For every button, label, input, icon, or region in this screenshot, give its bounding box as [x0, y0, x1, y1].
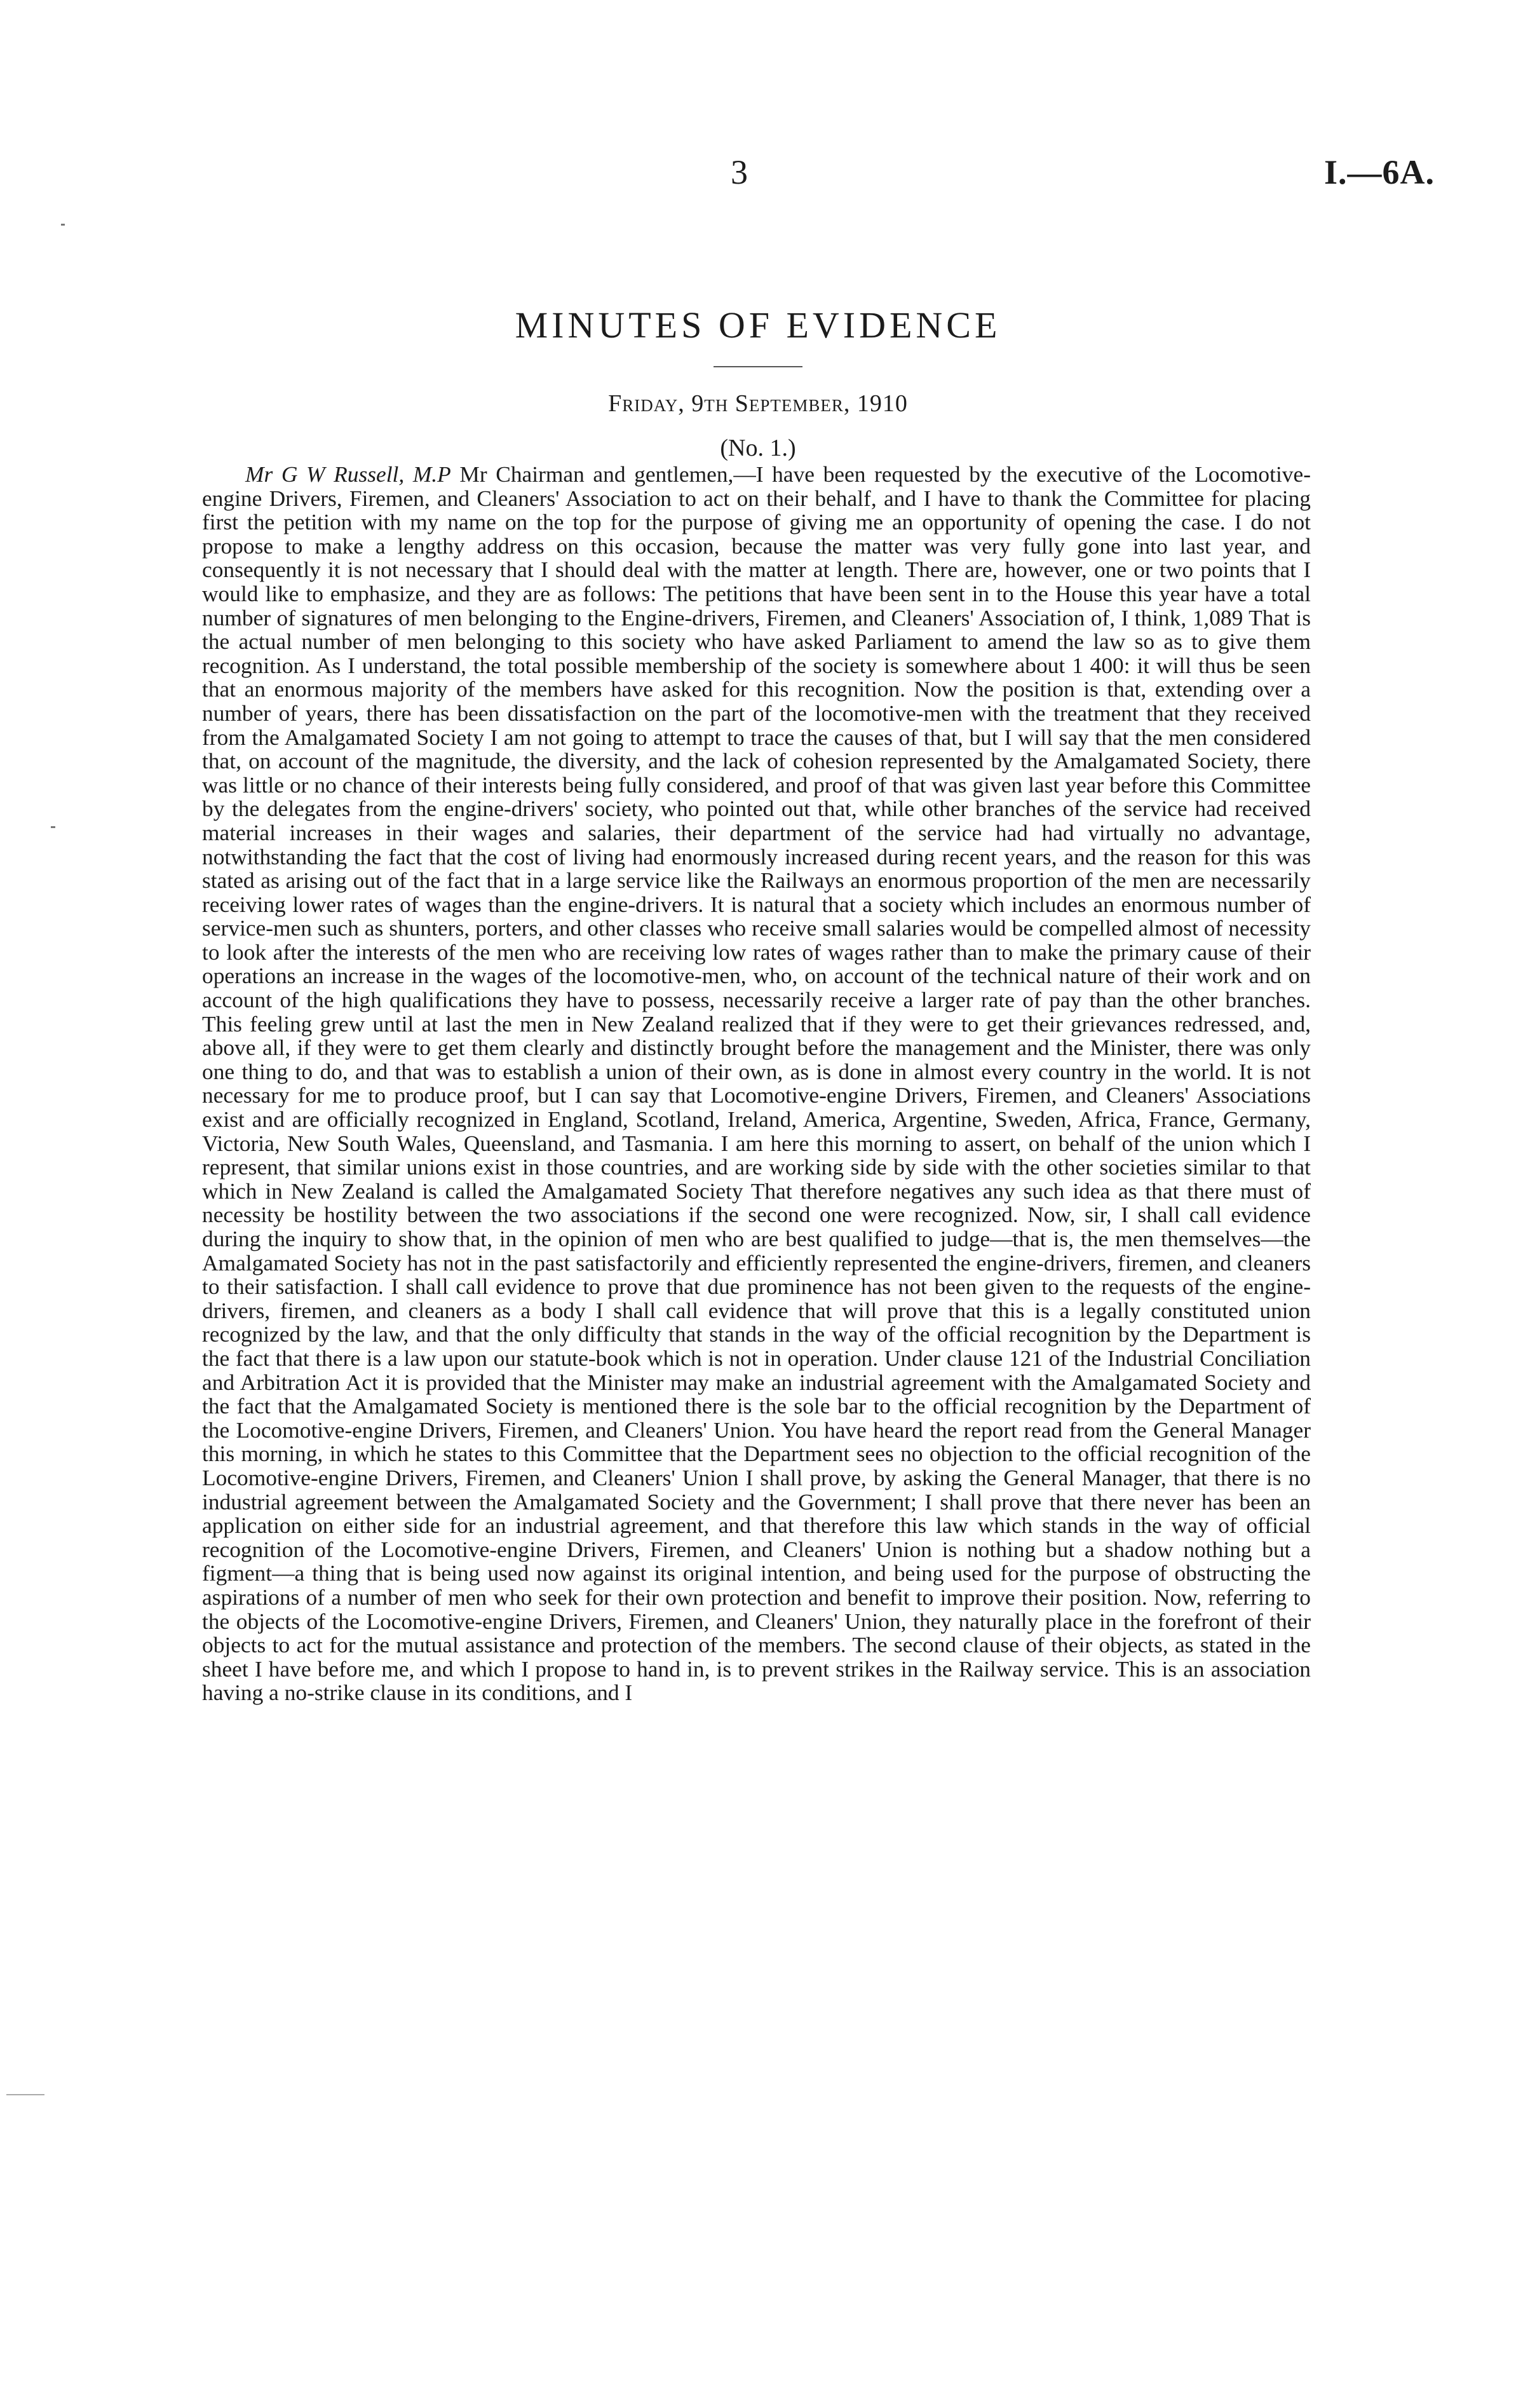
margin-mark-top [61, 224, 65, 226]
margin-mark-bottom [6, 2094, 44, 2095]
margin-mark-middle [51, 826, 55, 828]
document-title: MINUTES OF EVIDENCE [515, 304, 1001, 346]
paper-code: I.—6A. [1323, 153, 1435, 191]
number-line: (No. 1.) [720, 435, 796, 461]
evidence-paragraph [202, 463, 1311, 1705]
title-divider [714, 366, 802, 367]
speaker-name: Mr G W Russell, M.P [245, 461, 451, 487]
date-line: Friday, 9th September, 1910 [608, 390, 908, 417]
evidence-text: Mr Chairman and gentlemen,—I have been requested by the executive of the Locomotive-engine Drivers, Firemen, and Cleaners' Association to act on their behalf, and I have to thank the Committee for placing first the petition with my name on the top for the purpose of giving me an opportunity of opening the case. I do not propose to make a lengthy address on this occasion, because the matter was very fully gone into last year, and consequently it is not necessary that I should deal with the matter at length. There are, however, one or two points that I would like to emphasize, and they are as follows: The petitions that have been sent in to the House this year have a total number of signatures of men belonging to the Engine-drivers, Firemen, and Cleaners' Association of, I think, 1,089 That is the actual number of men belonging to this society who have asked Parliament to amend the law so as to give them recognition. As I understand, the total possible membership of the society is somewhere about 1 400: it will thus be seen that an enormous majority of the members have asked for this recognition. Now the position is that, extending over a number of years, there has been dissatisfaction on the part of the locomotive-men with the treatment that they received from the Amalgamated Society I am not going to attempt to trace the causes of that, but I will say that the men considered that, on account of the magnitude, the diversity, and the lack of cohesion represented by the Amalgamated Society, there was little or no chance of their interests being fully considered, and proof of that was given last year before this Committee by the delegates from the engine-drivers' society, who pointed out that, while other branches of the service had received material increases in their wages and salaries, their department of the service had had virtually no advantage, notwithstanding the fact that the cost of living had enormously increased during recent years, and the reason for this was stated as arising out of the fact that in a large service like the Railways an enormous proportion of the men are necessarily receiving lower rates of wages than the engine-drivers. It is natural that a society which includes an enormous number of service-men such as shunters, porters, and other classes who receive small salaries would be compelled almost of necessity to look after the interests of the men who are receiving low rates of wages rather than to make the primary cause of their operations an increase in the wages of the locomotive-men, who, on account of the technical nature of their work and on account of the high qualifications they have to possess, necessarily receive a larger rate of pay than the other branches. This feeling grew until at last the men in New Zealand realized that if they were to get their grievances redressed, and, above all, if they were to get them clearly and distinctly brought before the management and the Minister, there was only one thing to do, and that was to establish a union of their own, as is done in almost every country in the world. It is not necessary for me to produce proof, but I can say that Locomotive-engine Drivers, Firemen, and Cleaners' Associations exist and are officially recognized in England, Scotland, Ireland, America, Argentine, Sweden, Africa, France, Germany, Victoria, New South Wales, Queensland, and Tasmania. I am here this morning to assert, on behalf of the union which I represent, that similar unions exist in those countries, and are working side by side with the other societies similar to that which in New Zealand is called the Amalgamated Society That therefore negatives any such idea as that there must of necessity be hostility between the two associations if the second one were recognized. Now, sir, I shall call evidence during the inquiry to show that, in the opinion of men who are best qualified to judge—that is, the men themselves—the Amalgamated Society has not in the past satisfactorily and efficiently represented the engine-drivers, firemen, and cleaners to their satisfaction. I shall call evidence to prove that due prominence has not been given to the requests of the engine-drivers, firemen, and cleaners as a body I shall call evidence that will prove that this is a legally constituted union recognized by the law, and that the only difficulty that stands in the way of the official recognition by the Department is the fact that there is a law upon our statute-book which is not in operation. Under clause 121 of the Industrial Conciliation and Arbitration Act it is provided that the Minister may make an industrial agreement with the Amalgamated Society and the fact that the Amalgamated Society is mentioned there is the sole bar to the official recognition by the Department of the Locomotive-engine Drivers, Firemen, and Cleaners' Union. You have heard the report read from the General Manager this morning, in which he states to this Committee that the Department sees no objection to the official recognition of the Locomotive-engine Drivers, Firemen, and Cleaners' Union I shall prove, by asking the General Manager, that there is no industrial agreement between the Amalgamated Society and the Government; I shall prove that there never has been an application on either side for an industrial agreement, and that therefore this law which stands in the way of official recognition of the Locomotive-engine Drivers, Firemen, and Cleaners' Union is nothing but a shadow nothing but a figment—a thing that is being used now against its original intention, and being used for the purpose of obstructing the aspirations of a number of men who seek for their own protection and benefit to improve their position. Now, referring to the objects of the Locomotive-engine Drivers, Firemen, and Cleaners' Union, they naturally place in the forefront of their objects to act for the mutual assistance and protection of the members. The second clause of their objects, as stated in the sheet I have before me, and which I propose to hand in, is to prevent strikes in the Railway service. This is an association having a no-strike clause in its conditions, and I [202, 461, 1311, 1706]
page-number: 3 [731, 153, 748, 191]
